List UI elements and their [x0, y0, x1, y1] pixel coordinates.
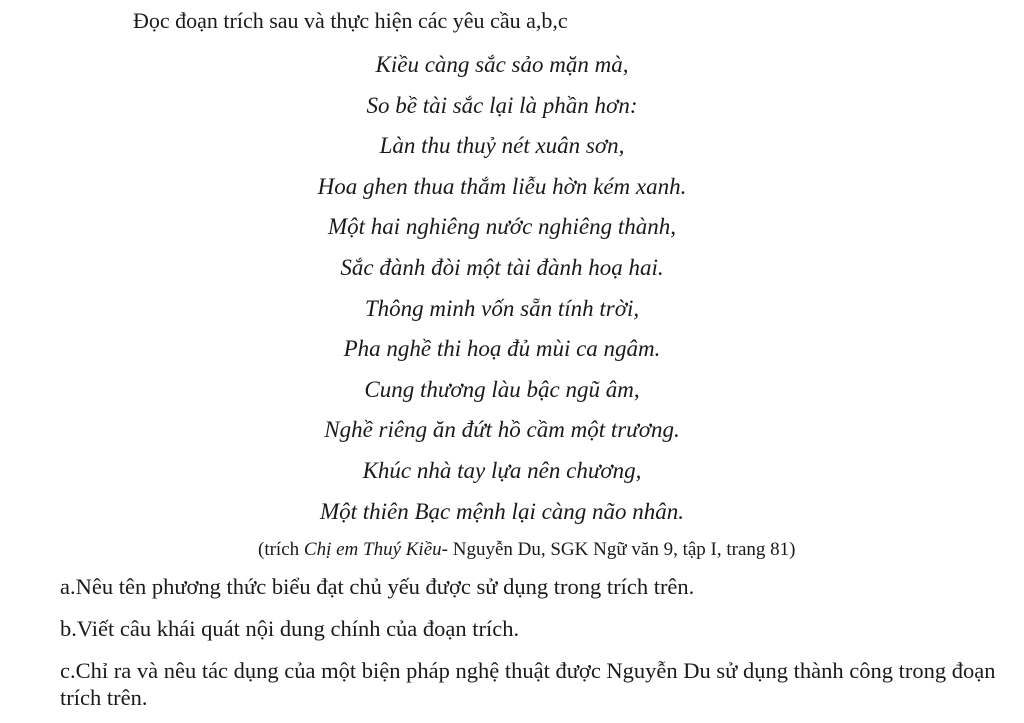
question-c: c.Chỉ ra và nêu tác dụng của một biện pháp nghệ thuật được Nguyễn Du sử dụng thành công trong đoạn trích trên. [60, 658, 996, 710]
citation-title: Chị em Thuý Kiều [303, 539, 442, 560]
poem-line: Pha nghề thi hoạ đủ mùi ca ngâm. [343, 336, 661, 362]
poem-line: So bề tài sắc lại là phần hơn: [366, 92, 638, 118]
citation-suffix: - Nguyễn Du, SGK Ngữ văn 9, tập I, trang 81) [441, 539, 796, 560]
poem-line: Một thiên Bạc mệnh lại càng não nhân. [319, 498, 685, 524]
question-a: a.Nêu tên phương thức biểu đạt chủ yếu được sử dụng trong trích trên. [60, 574, 695, 599]
poem-line: Hoa ghen thua thắm liễu hờn kém xanh. [317, 173, 687, 199]
question-b: b.Viết câu khái quát nội dung chính của đoạn trích. [60, 616, 520, 641]
poem-line: Khúc nhà tay lựa nên chương, [362, 457, 642, 483]
poem-line: Nghề riêng ăn đứt hồ cầm một trương. [324, 417, 680, 443]
source-citation [258, 537, 795, 563]
poem-excerpt [200, 45, 804, 532]
citation-prefix: (trích [258, 539, 304, 560]
poem-line: Cung thương làu bậc ngũ âm, [364, 376, 640, 402]
instruction-text: Đọc đoạn trích sau và thực hiện các yêu cầu a,b,c [133, 8, 568, 33]
poem-line: Kiều càng sắc sảo mặn mà, [375, 52, 629, 77]
poem-line: Thông minh vốn sẵn tính trời, [364, 295, 640, 321]
poem-line: Một hai nghiêng nước nghiêng thành, [327, 214, 677, 240]
poem-line: Sắc đành đòi một tài đành hoạ hai. [340, 254, 664, 280]
question-list [60, 573, 1000, 711]
poem-line: Làn thu thuỷ nét xuân sơn, [379, 133, 625, 159]
